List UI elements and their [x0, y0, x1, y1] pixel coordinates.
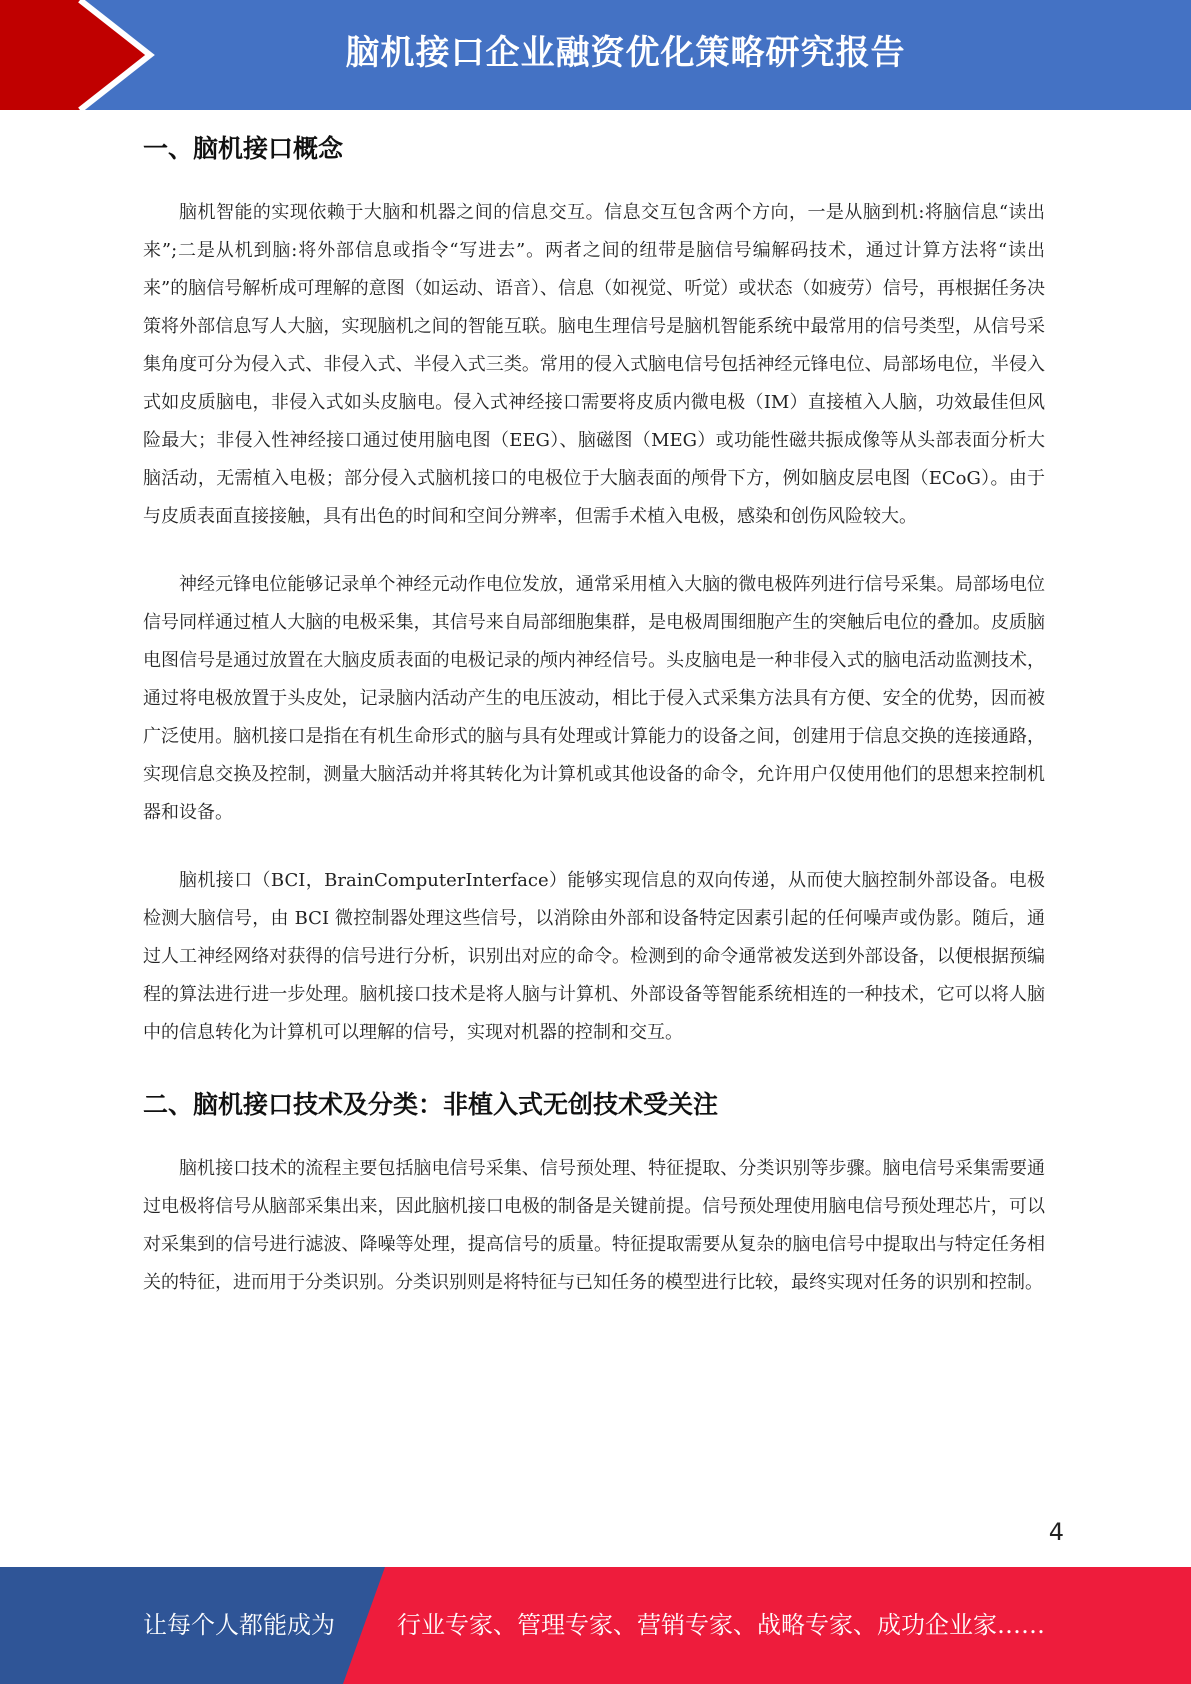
section-2-paragraph-1: 脑机接口技术的流程主要包括脑电信号采集、信号预处理、特征提取、分类识别等步骤。脑电信号采集需要通过电极将信号从脑部采集出来，因此脑机接口电极的制备是关键前提。信号预处理使用脑电信号预处理芯片，可以对采集到的信号进行滤波、降噪等处理，提高信号的质量。特征提取需要从复杂的脑电信号中提取出与特定任务相关的特征，进而用于分类识别。分类识别则是将特征与已知任务的模型进行比较，最终实现对任务的识别和控制。	[143, 1158, 1045, 1293]
page-footer	[0, 1567, 1191, 1684]
section-1-paragraph-1: 脑机智能的实现依赖于大脑和机器之间的信息交互。信息交互包含两个方向，一是从脑到机:将脑信息“读出来”;二是从机到脑:将外部信息或指令“写进去”。两者之间的纽带是脑信号编解码技术，通过计算方法将“读出来”的脑信号解析成可理解的意图（如运动、语音）、信息（如视觉、听觉）或状态（如疲劳）信号，再根据任务决策将外部信息写人大脑，实现脑机之间的智能互联。脑电生理信号是脑机智能系统中最常用的信号类型，从信号采集角度可分为侵入式、非侵入式、半侵入式三类。常用的侵入式脑电信号包括神经元锋电位、局部场电位，半侵入式如皮质脑电，非侵入式如头皮脑电。侵入式神经接口需要将皮质内微电极（IM）直接植入人脑，功效最佳但风险最大；非侵入性神经接口通过使用脑电图（EEG）、脑磁图（MEG）或功能性磁共振成像等从头部表面分析大脑活动，无需植入电极；部分侵入式脑机接口的电极位于大脑表面的颅骨下方，例如脑皮层电图（ECoG）。由于与皮质表面直接接触，具有出色的时间和空间分辨率，但需手术植入电极，感染和创伤风险较大。	[143, 202, 1045, 527]
page-header	[0, 0, 1191, 110]
section-1-paragraph-2: 神经元锋电位能够记录单个神经元动作电位发放，通常采用植入大脑的微电极阵列进行信号采集。局部场电位信号同样通过植人大脑的电极采集，其信号来自局部细胞集群，是电极周围细胞产生的突触后电位的叠加。皮质脑电图信号是通过放置在大脑皮质表面的电极记录的颅内神经信号。头皮脑电是一种非侵入式的脑电活动监测技术，通过将电极放置于头皮处，记录脑内活动产生的电压波动，相比于侵入式采集方法具有方便、安全的优势，因而被广泛使用。脑机接口是指在有机生命形式的脑与具有处理或计算能力的设备之间，创建用于信息交换的连接通路，实现信息交换及控制，测量大脑活动并将其转化为计算机或其他设备的命令，允许用户仅使用他们的思想来控制机器和设备。	[143, 574, 1045, 823]
footer-slogan-right: 行业专家、管理专家、营销专家、战略专家、成功企业家……	[397, 1611, 1045, 1639]
report-title: 脑机接口企业融资优化策略研究报告	[345, 33, 906, 73]
main-content	[143, 126, 1045, 1332]
section-heading-2: 二、脑机接口技术及分类：非植入式无创技术受关注	[143, 1090, 719, 1119]
page-number: 4	[1048, 1518, 1064, 1546]
section-heading-1: 一、脑机接口概念	[143, 134, 344, 163]
section-1-paragraph-3: 脑机接口（BCI，BrainComputerInterface）能够实现信息的双向传递，从而使大脑控制外部设备。电极检测大脑信号，由 BCI 微控制器处理这些信号，以消除由外部和设备特定因素引起的任何噪声或伪影。随后，通过人工神经网络对获得的信号进行分析，识别出对应的命令。检测到的命令通常被发送到外部设备，以便根据预编程的算法进行进一步处理。脑机接口技术是将人脑与计算机、外部设备等智能系统相连的一种技术，它可以将人脑中的信息转化为计算机可以理解的信号，实现对机器的控制和交互。	[143, 870, 1045, 1043]
footer-slogan-left: 让每个人都能成为	[143, 1611, 335, 1639]
